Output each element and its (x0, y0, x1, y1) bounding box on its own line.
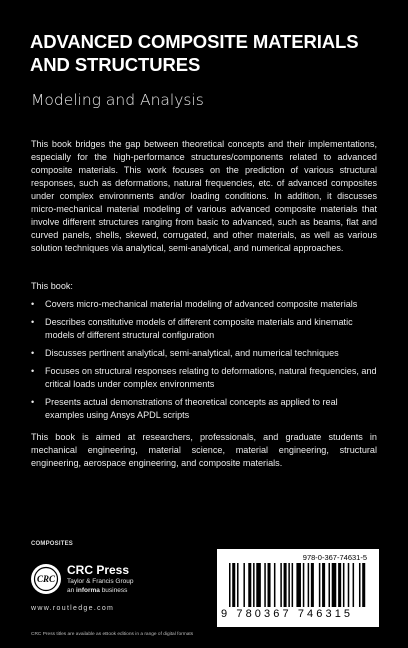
barcode-icon (229, 563, 367, 607)
barcode-bar (348, 563, 350, 607)
bullet-dot-icon: • (31, 317, 35, 327)
barcode-bar (332, 563, 337, 607)
barcode-bar (308, 563, 310, 607)
publisher-logo (31, 562, 181, 598)
barcode-bar (311, 563, 314, 607)
list-item-text: Describes constitutive models of different composite materials and kinematic models of different structural configuration (45, 317, 353, 340)
barcode-bar (256, 563, 261, 607)
description-paragraph-2: This book: (31, 281, 73, 291)
list-item-text: Focuses on structural responses relating to deformations, natural frequencies, and critical loads under complex environments (45, 366, 377, 389)
ebook-note: CRC Press titles are available as eBook editions in a range of digital formats (31, 632, 194, 637)
bullet-dot-icon: • (31, 366, 35, 376)
list-item (31, 347, 377, 360)
barcode-bar (288, 563, 290, 607)
publisher-website: www.routledge.com (31, 605, 115, 612)
title-line-2: AND STRUCTURES (30, 54, 201, 75)
publisher-parent (67, 587, 127, 594)
publisher-name: CRC Press (67, 563, 130, 577)
list-item (31, 298, 377, 311)
barcode-bar (264, 563, 266, 607)
parent-suffix: business (99, 587, 128, 594)
isbn-text: 978-0-367-74631-5 (302, 553, 367, 562)
description-paragraph-3: This book is aimed at researchers, professionals, and graduate students in mechanical engineering, material science, material engineering, structural engineering, aerospace engineering, and composite materials. (31, 432, 377, 468)
barcode-bar (359, 563, 361, 607)
title-line-1: ADVANCED COMPOSITE MATERIALS (30, 31, 359, 52)
barcode-bar (328, 563, 330, 607)
barcode-bar (237, 563, 239, 607)
bullet-dot-icon: • (31, 299, 35, 309)
barcode-bar (319, 563, 321, 607)
barcode-bar (280, 563, 282, 607)
barcode-bar (268, 563, 271, 607)
ean-digits: 9 780367 746315 (221, 608, 354, 620)
barcode-bar (362, 563, 365, 607)
barcode-bar (229, 563, 231, 607)
barcode-bar (296, 563, 301, 607)
bullet-dot-icon: • (31, 397, 35, 407)
publisher-group: Taylor & Francis Group (67, 578, 134, 585)
barcode-bar (292, 563, 294, 607)
logo-letters: CRC (36, 574, 56, 584)
feature-list (31, 298, 377, 427)
barcode-bar (322, 563, 325, 607)
list-item-text: Discusses pertinent analytical, semi-analytical, and numerical techniques (45, 348, 339, 358)
parent-prefix: an (67, 587, 77, 594)
description-paragraph-1: This book bridges the gap between theoretical concepts and their implementations, especially for the high-performance structures/components related to advanced composite materials. This work focuses on the prediction of various structural responses, such as deformations, natural frequencies, etc. of advanced composites under complex environments and/or loading conditions. In addition, it discusses micro-mechanical material modeling of various advanced composite materials that involve different structures ranging from basic to advanced, such as beams, flat and curved panels, shells, skewed, corrugated, and other materials, as well as various solution techniques via analytical, semi-analytical, and numerical approaches. (31, 139, 377, 253)
barcode-bar (284, 563, 287, 607)
list-item (31, 365, 377, 391)
bullet-dot-icon: • (31, 348, 35, 358)
parent-brand: informa (76, 587, 100, 594)
barcode-bar (343, 563, 345, 607)
list-item (31, 316, 377, 342)
list-item (31, 396, 377, 422)
barcode-bar (274, 563, 276, 607)
list-item-text: Covers micro-mechanical material modeling of advanced composite materials (45, 299, 358, 309)
book-title (30, 30, 380, 76)
barcode-bar (232, 563, 235, 607)
list-item-text: Presents actual demonstrations of theoretical concepts as applied to real examples using Ansys APDL scripts (45, 397, 338, 420)
barcode-bar (243, 563, 245, 607)
barcode-bar (303, 563, 305, 607)
book-subtitle: Modeling and Analysis (31, 91, 204, 109)
barcode-label (217, 549, 379, 627)
barcode-bar (353, 563, 355, 607)
barcode-bar (338, 563, 341, 607)
category-label: COMPOSITES (31, 541, 74, 547)
barcode-bar (253, 563, 255, 607)
barcode-bar (248, 563, 251, 607)
crc-press-logo-icon (31, 564, 61, 594)
